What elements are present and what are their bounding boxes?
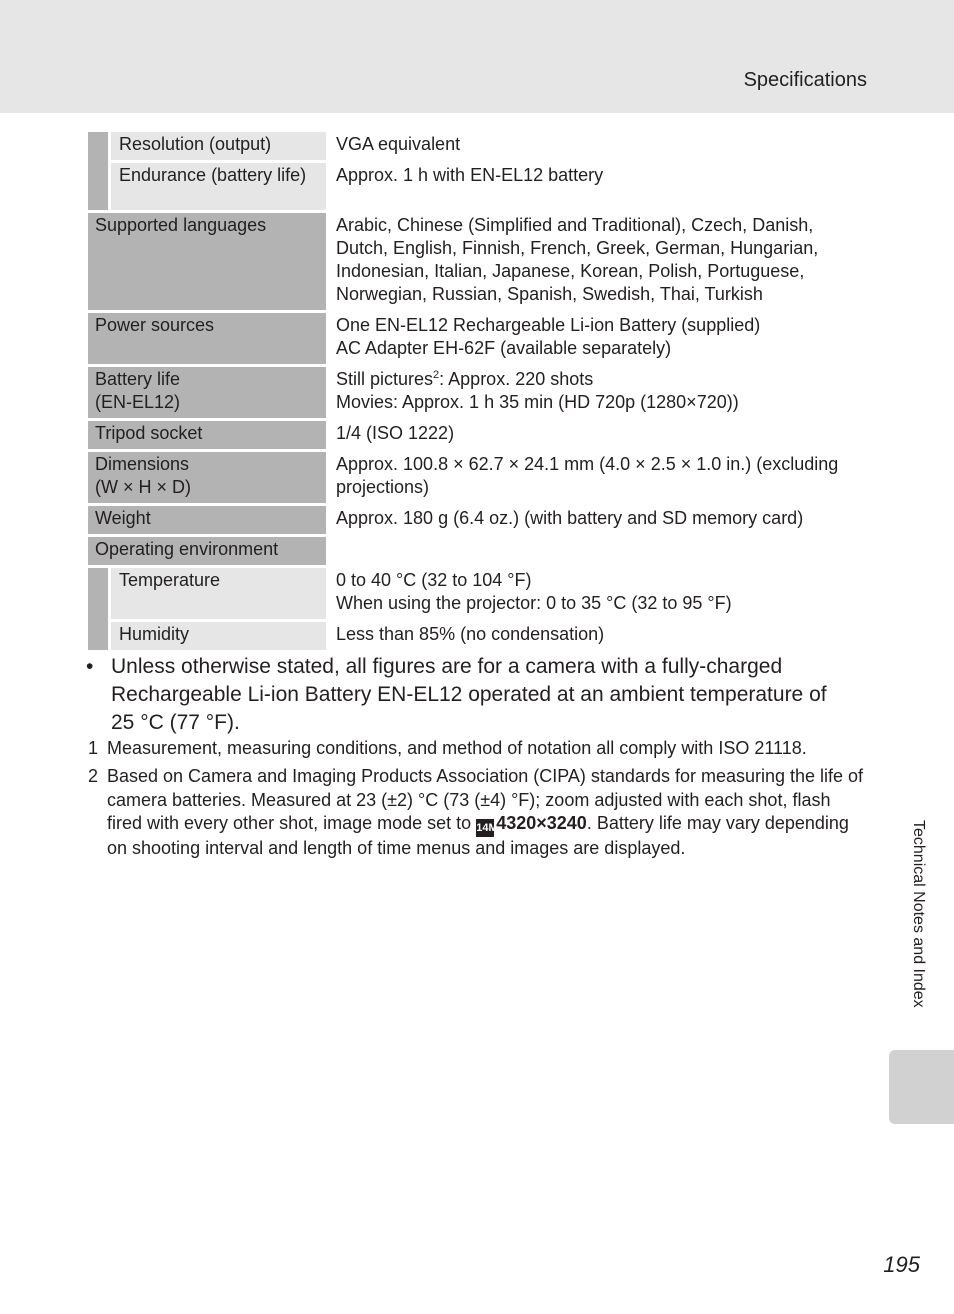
table-row [88, 310, 868, 364]
spec-value: Arabic, Chinese (Simplified and Traditional), Czech, Danish, Dutch, English, Finnish, French, Greek, German, Hungarian, Indonesian, Italian, Japanese, Korean, Polish, Portuguese, Norwegian, Russian, Spanish, Swedish, Thai, Turkish [326, 210, 868, 310]
footnote-text [107, 765, 867, 861]
table-row [88, 160, 868, 210]
table-row [88, 132, 868, 160]
image-mode-14m-icon: 14M [476, 819, 494, 837]
chapter-tab [889, 1050, 954, 1124]
table-row [88, 418, 868, 449]
spec-value: Approx. 180 g (6.4 oz.) (with battery and SD memory card) [326, 503, 868, 534]
specifications-table [88, 132, 868, 650]
spec-value [326, 310, 868, 364]
bullet-text: Unless otherwise stated, all figures are for a camera with a fully-charged Rechargeable Li-ion Battery EN-EL12 operated at an ambient temperature of 25 °C (77 °F). [111, 655, 827, 734]
value-line: When using the projector: 0 to 35 °C (32 to 95 °F) [336, 593, 732, 613]
footnote-text-part: Based on Camera and Imaging Products Association (CIPA) standards for measuring the life of camera batteries. Measured at 23 (±2) °C (73 (±4) °F); zoom adjusted with each shot, flash fired with every other shot, image mode set to [107, 766, 864, 833]
spec-label: Power sources [88, 310, 326, 364]
spec-label [88, 449, 326, 503]
label-line: (EN-EL12) [95, 392, 181, 412]
spec-value [326, 534, 868, 565]
footnote-number: 1 [88, 738, 99, 758]
chapter-side-label: Technical Notes and Index [910, 820, 927, 1008]
header-band [0, 0, 954, 113]
value-line [336, 368, 860, 391]
spec-label: Operating environment [88, 534, 326, 565]
section-title: Specifications [743, 69, 867, 91]
spec-value [326, 565, 868, 619]
spec-value: VGA equivalent [336, 134, 461, 154]
label-line: Dimensions [95, 454, 190, 474]
label-line: (W × H × D) [95, 477, 192, 497]
spec-label: Endurance (battery life) [111, 160, 326, 210]
table-row [88, 534, 868, 565]
footnote-text: Measurement, measuring conditions, and method of notation all comply with ISO 21118. [107, 738, 807, 758]
image-mode-value: 4320×3240 [496, 813, 587, 833]
table-row [88, 210, 868, 310]
spec-label: Humidity [111, 619, 326, 650]
footnote-ref: 2 [433, 369, 440, 381]
value-line: AC Adapter EH-62F (available separately) [336, 338, 672, 358]
spec-label: Tripod socket [88, 418, 326, 449]
value-line: 0 to 40 °C (32 to 104 °F) [336, 570, 532, 590]
spec-value: Approx. 100.8 × 62.7 × 24.1 mm (4.0 × 2.5 × 1.0 in.) (excluding projections) [326, 449, 868, 503]
spec-label: Supported languages [88, 210, 326, 310]
table-row [88, 565, 868, 619]
spec-value: 1/4 (ISO 1222) [326, 418, 868, 449]
page-number: 195 [883, 1252, 920, 1277]
spec-value: Less than 85% (no condensation) [326, 619, 868, 650]
value-line: One EN-EL12 Rechargeable Li-ion Battery (supplied) [336, 315, 761, 335]
label-line: Battery life [95, 369, 181, 389]
spec-value: Approx. 1 h with EN-EL12 battery [326, 160, 868, 210]
spec-value [326, 364, 868, 418]
footnote-text-part: . Battery life may vary depending on shooting interval and length of time menus and images are displayed. [107, 813, 849, 858]
table-row [88, 364, 868, 418]
table-row [88, 619, 868, 650]
spec-label: Resolution (output) [111, 132, 326, 160]
still-label: Still pictures [336, 369, 434, 389]
indent-bar [88, 132, 111, 210]
table-row [88, 449, 868, 503]
spec-label [88, 364, 326, 418]
still-value: : Approx. 220 shots [439, 369, 594, 389]
spec-label: Temperature [111, 565, 326, 619]
indent-bar [88, 565, 111, 650]
table-row [88, 503, 868, 534]
spec-label: Weight [88, 503, 326, 534]
value-line: Movies: Approx. 1 h 35 min (HD 720p (1280×720)) [336, 392, 739, 412]
bullet-glyph: • [86, 655, 94, 678]
footnote-number: 2 [88, 766, 99, 786]
